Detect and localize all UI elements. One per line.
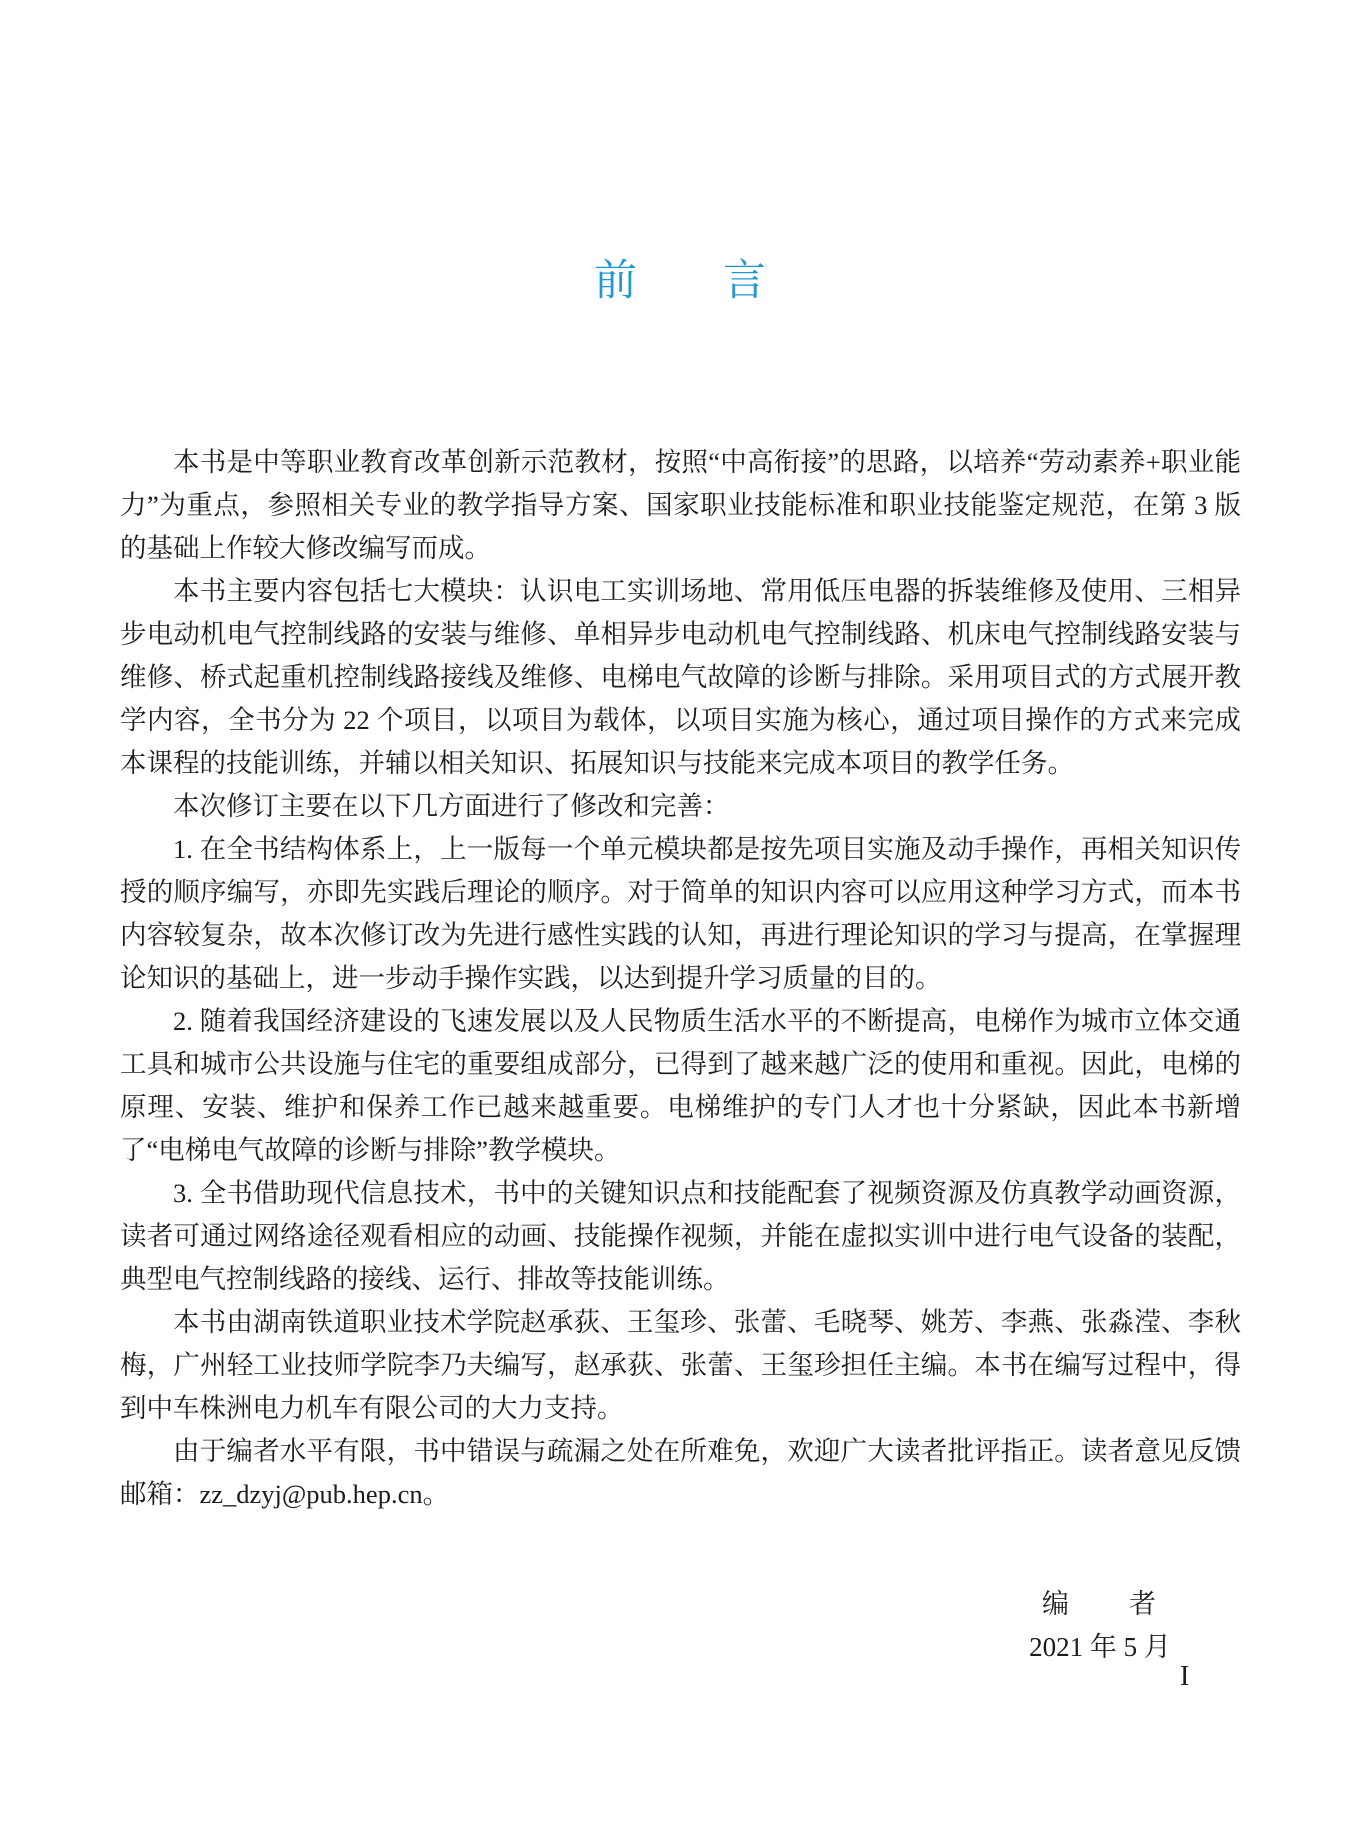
paragraph-feedback: 由于编者水平有限，书中错误与疏漏之处在所难免，欢迎广大读者批评指正。读者意见反馈邮箱：zz_dzyj@pub.hep.cn。 <box>120 1436 1241 1509</box>
paragraph-authors: 本书由湖南铁道职业技术学院赵承荻、王玺珍、张蕾、毛晓琴、姚芳、李燕、张淼滢、李秋梅，广州轻工业技师学院李乃夫编写，赵承荻、张蕾、王玺珍担任主编。本书在编写过程中，得到中车株洲电力机车有限公司的大力支持。 <box>120 1307 1241 1423</box>
signature-date: 2021 年 5 月 <box>1029 1632 1171 1662</box>
paragraph-intro: 本书是中等职业教育改革创新示范教材，按照“中高衔接”的思路，以培养“劳动素养+职业能力”为重点，参照相关专业的教学指导方案、国家职业技能标准和职业技能鉴定规范，在第 3 版的基础上作较大修改编写而成。 <box>120 447 1241 563</box>
preface-body <box>120 441 1241 1516</box>
signature-block <box>990 1583 1210 1669</box>
page-title: 前 言 <box>594 258 766 305</box>
paragraph-contents: 本书主要内容包括七大模块：认识电工实训场地、常用低压电器的拆装维修及使用、三相异步电动机电气控制线路的安装与维修、单相异步电动机电气控制线路、机床电气控制线路安装与维修、桥式起重机控制线路接线及维修、电梯电气故障的诊断与排除。采用项目式的方式展开教学内容，全书分为 22 个项目，以项目为载体，以项目实施为核心，通过项目操作的方式来完成本课程的技能训练，并辅以相关知识、拓展知识与技能来完成本项目的教学任务。 <box>120 576 1241 778</box>
author-signature: 编 者 <box>1042 1589 1158 1619</box>
page-number: I <box>1180 1661 1190 1692</box>
paragraph-revision-lead: 本次修订主要在以下几方面进行了修改和完善： <box>173 791 730 821</box>
paragraph-revision-1: 1. 在全书结构体系上，上一版每一个单元模块都是按先项目实施及动手操作，再相关知识传授的顺序编写，亦即先实践后理论的顺序。对于简单的知识内容可以应用这种学习方式，而本书内容较复杂，故本次修订改为先进行感性实践的认知，再进行理论知识的学习与提高，在掌握理论知识的基础上，进一步动手操作实践，以达到提升学习质量的目的。 <box>120 834 1241 993</box>
paragraph-revision-3: 3. 全书借助现代信息技术，书中的关键知识点和技能配套了视频资源及仿真教学动画资源，读者可通过网络途径观看相应的动画、技能操作视频，并能在虚拟实训中进行电气设备的装配，典型电气控制线路的接线、运行、排故等技能训练。 <box>120 1178 1241 1294</box>
paragraph-revision-2: 2. 随着我国经济建设的飞速发展以及人民物质生活水平的不断提高，电梯作为城市立体交通工具和城市公共设施与住宅的重要组成部分，已得到了越来越广泛的使用和重视。因此，电梯的原理、安装、维护和保养工作已越来越重要。电梯维护的专门人才也十分紧缺，因此本书新增了“电梯电气故障的诊断与排除”教学模块。 <box>120 1006 1241 1165</box>
